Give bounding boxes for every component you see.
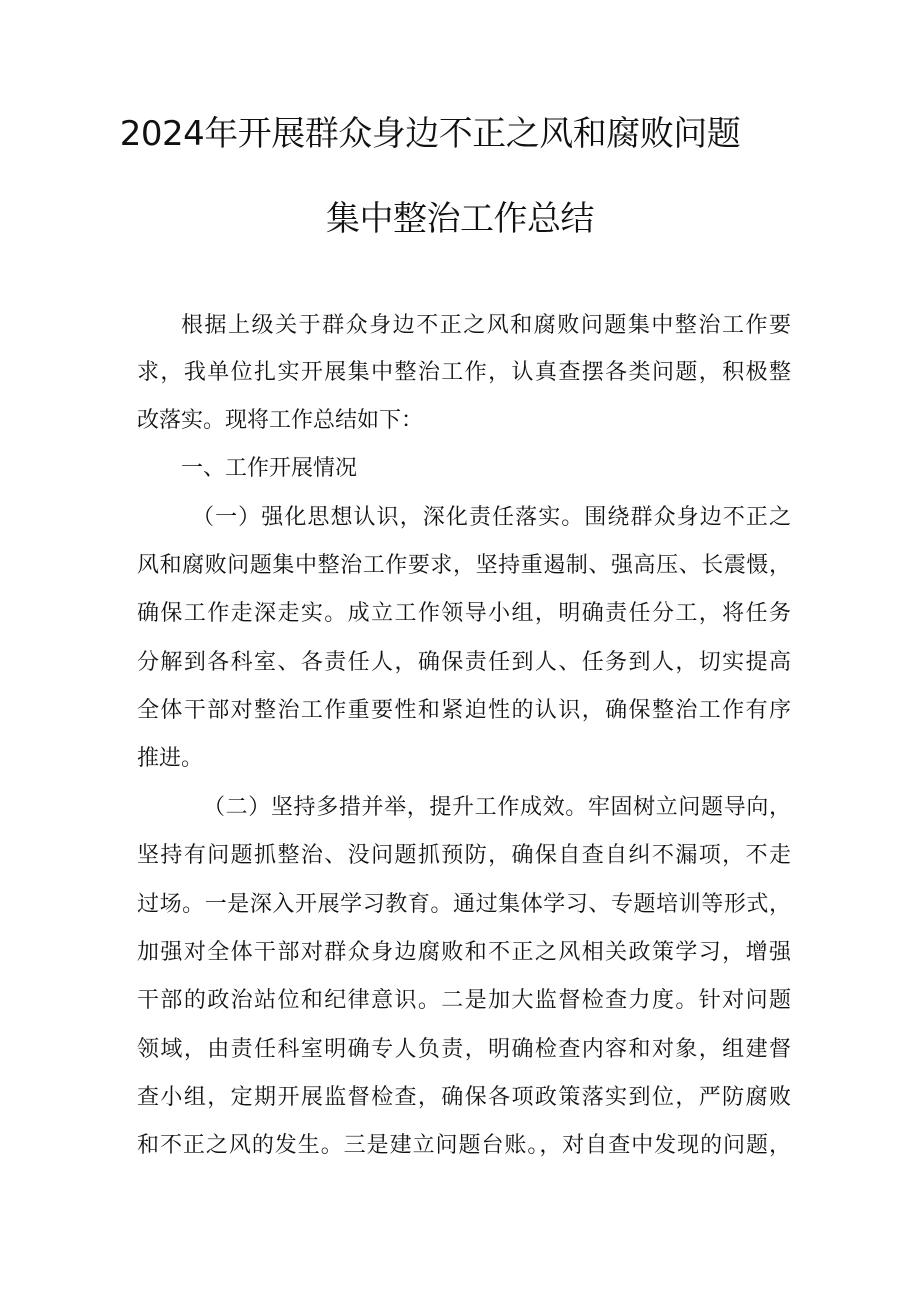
section-heading: 一、工作开展情况 <box>181 456 358 481</box>
para2-line-3: 过场。一是深入开展学习教育。通过集体学习、专题培训等形式， <box>137 892 791 917</box>
document-title-line-2: 集中整治工作总结 <box>326 199 594 239</box>
para2-line-1: （二）坚持多措并举，提升工作成效。牢固树立问题导向， <box>203 795 791 820</box>
para1-line-4: 分解到各科室、各责任人，确保责任到人、任务到人，切实提高 <box>137 650 791 675</box>
intro-line-3: 改落实。现将工作总结如下： <box>137 408 424 433</box>
para1-line-2: 风和腐败问题集中整治工作要求，坚持重遏制、强高压、长震慑， <box>137 553 791 578</box>
para1-line-1: （一）强化思想认识，深化责任落实。围绕群众身边不正之 <box>192 505 791 530</box>
para2-line-8: 和不正之风的发生。三是建立问题台账。，对自查中发现的问题， <box>137 1133 791 1158</box>
para2-line-4: 加强对全体干部对群众身边腐败和不正之风相关政策学习，增强 <box>137 940 791 965</box>
para2-line-7: 查小组，定期开展监督检查，确保各项政策落实到位，严防腐败 <box>137 1085 791 1110</box>
para2-line-5: 干部的政治站位和纪律意识。二是加大监督检查力度。针对问题 <box>137 988 791 1013</box>
para1-line-3: 确保工作走深走实。成立工作领导小组，明确责任分工，将任务 <box>137 601 791 626</box>
para2-line-2: 坚持有问题抓整治、没问题抓预防，确保自查自纠不漏项，不走 <box>137 843 791 868</box>
para2-line-6: 领域，由责任科室明确专人负责，明确检查内容和对象，组建督 <box>137 1037 791 1062</box>
document-title-line-1: 2024年开展群众身边不正之风和腐败问题 <box>119 114 741 154</box>
para1-line-6: 推进。 <box>137 746 204 771</box>
para1-line-5: 全体干部对整治工作重要性和紧迫性的认识，确保整治工作有序 <box>137 698 791 723</box>
intro-line-1: 根据上级关于群众身边不正之风和腐败问题集中整治工作要 <box>181 313 791 338</box>
intro-line-2: 求，我单位扎实开展集中整治工作，认真查摆各类问题，积极整 <box>137 360 791 385</box>
